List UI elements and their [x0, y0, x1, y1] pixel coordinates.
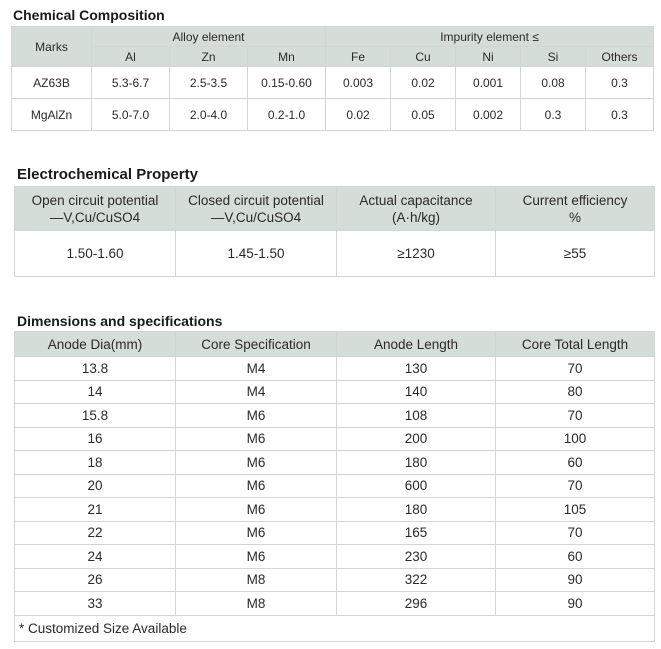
table-row: [12, 67, 654, 99]
header-closed-circuit-potential: Closed circuit potential —V,Cu/CuSO4: [176, 187, 337, 231]
capacitance-value: ≥1230: [337, 231, 496, 277]
table-cell: 0.05: [391, 99, 456, 131]
table-cell: 200: [337, 427, 496, 451]
table-cell: M6: [176, 474, 337, 498]
header-open-circuit-potential: Open circuit potential —V,Cu/CuSO4: [15, 187, 176, 231]
header-current-efficiency: Current efficiency %: [496, 187, 655, 231]
header-others: Others: [586, 47, 654, 67]
table-cell: 0.02: [391, 67, 456, 99]
table-cell: 20: [15, 474, 176, 498]
table-cell: 0.002: [456, 99, 521, 131]
table-row: [15, 592, 655, 616]
header-ni: Ni: [456, 47, 521, 67]
header-zn: Zn: [170, 47, 248, 67]
table-cell: 70: [496, 474, 655, 498]
table-cell: 33: [15, 592, 176, 616]
table-cell: M6: [176, 545, 337, 569]
header-marks: Marks: [12, 27, 92, 67]
table-cell: 5.3-6.7: [92, 67, 170, 99]
table-cell: M4: [176, 380, 337, 404]
table-cell: 70: [496, 357, 655, 381]
table-cell: 5.0-7.0: [92, 99, 170, 131]
header-si: Si: [521, 47, 586, 67]
table-cell: 70: [496, 404, 655, 428]
table-cell: 140: [337, 380, 496, 404]
table-cell: 13.8: [15, 357, 176, 381]
table-cell: 22: [15, 521, 176, 545]
header-impurity-element: Impurity element ≤: [326, 27, 654, 47]
dimensions-body: [15, 357, 655, 616]
table-cell: M4: [176, 357, 337, 381]
closed-circuit-value: 1.45-1.50: [176, 231, 337, 277]
table-row: [15, 427, 655, 451]
table-cell: M6: [176, 427, 337, 451]
table-cell: 0.3: [521, 99, 586, 131]
table-cell: 2.5-3.5: [170, 67, 248, 99]
table-cell: 70: [496, 521, 655, 545]
header-mn: Mn: [248, 47, 326, 67]
chemical-composition-title: Chemical Composition: [13, 7, 165, 23]
table-cell: 0.08: [521, 67, 586, 99]
table-cell: 296: [337, 592, 496, 616]
table-row: [15, 545, 655, 569]
table-cell: 18: [15, 451, 176, 475]
table-cell: 0.001: [456, 67, 521, 99]
table-cell: 130: [337, 357, 496, 381]
table-cell: 165: [337, 521, 496, 545]
table-cell: 90: [496, 568, 655, 592]
header-actual-capacitance: Actual capacitance (A·h/kg): [337, 187, 496, 231]
table-row: [15, 521, 655, 545]
table-cell: M6: [176, 498, 337, 522]
table-row: [15, 231, 655, 277]
header-fe: Fe: [326, 47, 391, 67]
table-cell: 0.15-0.60: [248, 67, 326, 99]
header-anode-length: Anode Length: [337, 332, 496, 357]
table-cell: 21: [15, 498, 176, 522]
table-cell: MgAlZn: [12, 99, 92, 131]
table-cell: 0.003: [326, 67, 391, 99]
customized-size-note: * Customized Size Available: [15, 615, 655, 641]
table-row: [15, 568, 655, 592]
table-cell: M6: [176, 521, 337, 545]
header-al: Al: [92, 47, 170, 67]
table-row: [15, 357, 655, 381]
table-cell: M6: [176, 404, 337, 428]
table-cell: 108: [337, 404, 496, 428]
table-cell: 15.8: [15, 404, 176, 428]
table-cell: M8: [176, 592, 337, 616]
table-cell: M8: [176, 568, 337, 592]
electrochemical-property-title: Electrochemical Property: [17, 166, 198, 183]
table-row: [15, 474, 655, 498]
table-cell: 0.3: [586, 99, 654, 131]
table-cell: 24: [15, 545, 176, 569]
table-cell: 105: [496, 498, 655, 522]
header-core-specification: Core Specification: [176, 332, 337, 357]
table-row: [15, 380, 655, 404]
header-cu: Cu: [391, 47, 456, 67]
table-cell: AZ63B: [12, 67, 92, 99]
efficiency-value: ≥55: [496, 231, 655, 277]
table-row: [15, 498, 655, 522]
table-cell: 14: [15, 380, 176, 404]
table-cell: 60: [496, 451, 655, 475]
table-row: [12, 99, 654, 131]
table-cell: 0.2-1.0: [248, 99, 326, 131]
table-cell: 230: [337, 545, 496, 569]
electrochemical-property-table: [14, 186, 655, 277]
header-alloy-element: Alloy element: [92, 27, 326, 47]
table-cell: 16: [15, 427, 176, 451]
table-cell: 0.3: [586, 67, 654, 99]
header-core-total-length: Core Total Length: [496, 332, 655, 357]
table-row: [15, 404, 655, 428]
table-cell: 26: [15, 568, 176, 592]
table-cell: 2.0-4.0: [170, 99, 248, 131]
table-cell: 100: [496, 427, 655, 451]
table-cell: 90: [496, 592, 655, 616]
table-cell: 600: [337, 474, 496, 498]
table-cell: 80: [496, 380, 655, 404]
dimensions-table: [14, 331, 655, 642]
table-cell: 180: [337, 451, 496, 475]
table-cell: 322: [337, 568, 496, 592]
open-circuit-value: 1.50-1.60: [15, 231, 176, 277]
dimensions-title: Dimensions and specifications: [17, 313, 223, 329]
table-cell: 60: [496, 545, 655, 569]
header-anode-dia: Anode Dia(mm): [15, 332, 176, 357]
chemical-composition-table: [11, 26, 654, 131]
table-cell: 0.02: [326, 99, 391, 131]
table-cell: 180: [337, 498, 496, 522]
table-cell: M6: [176, 451, 337, 475]
table-row: [15, 451, 655, 475]
chemical-composition-body: [12, 67, 654, 131]
